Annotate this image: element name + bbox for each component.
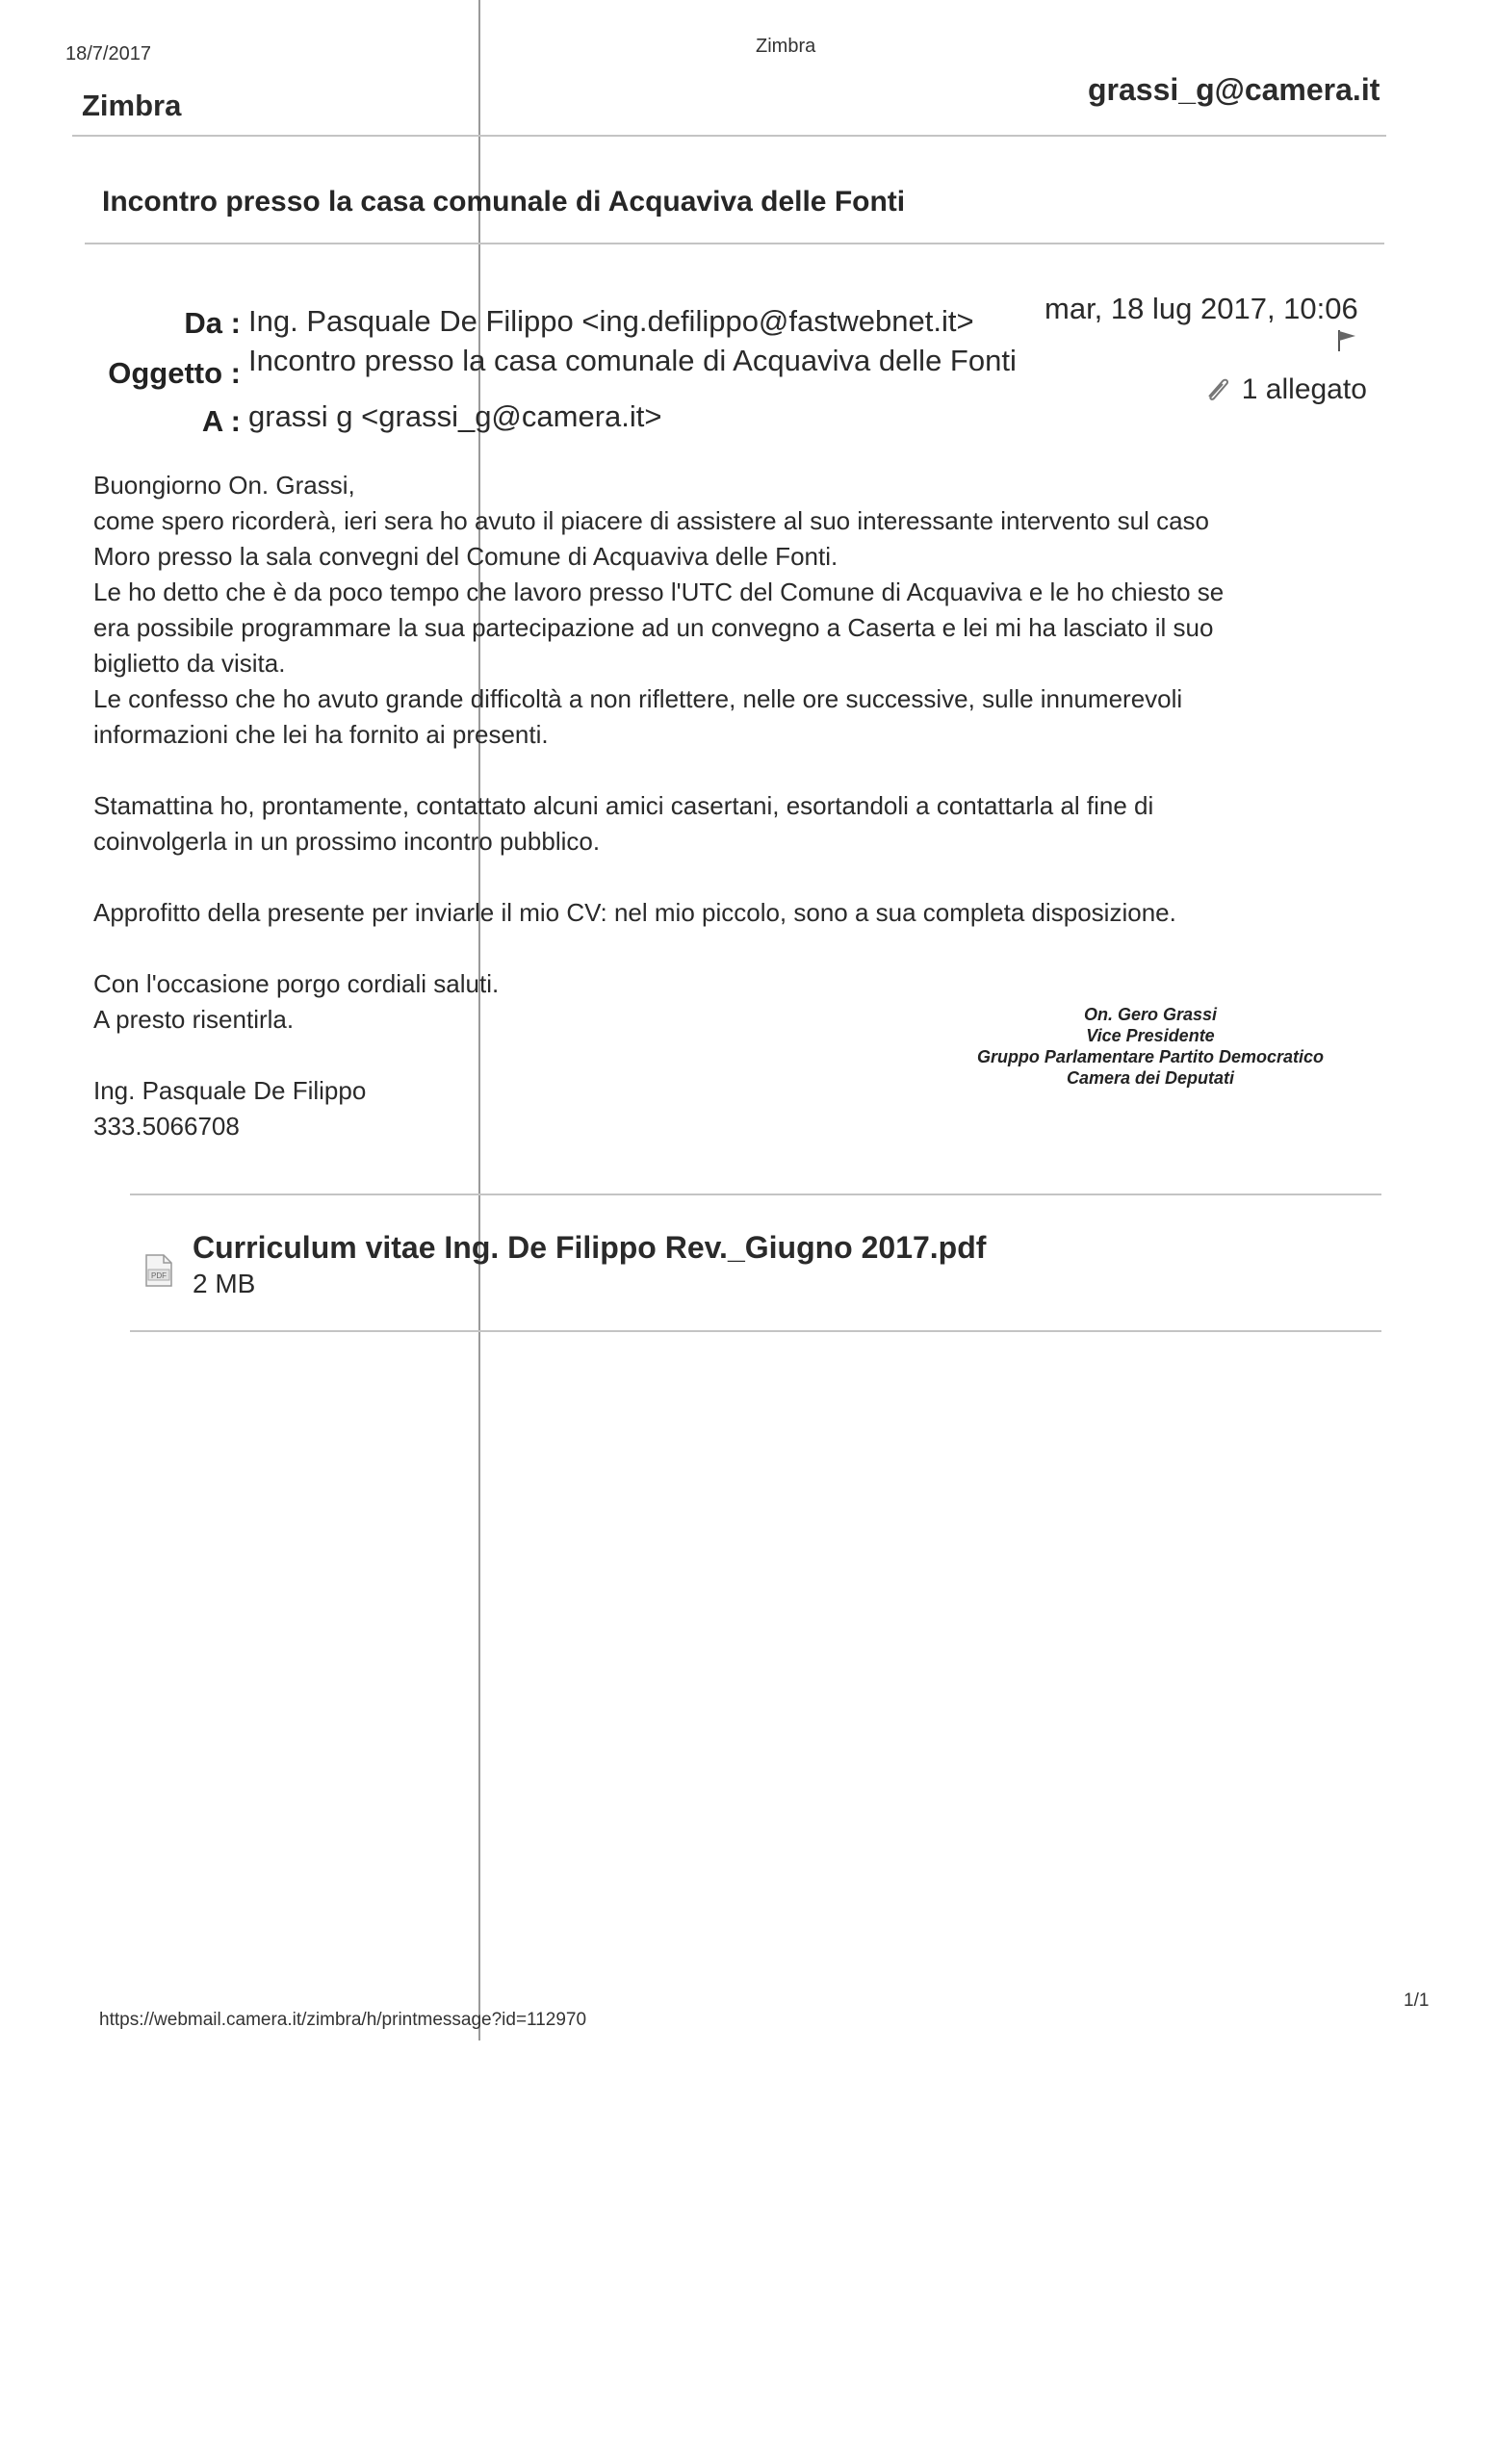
divider xyxy=(85,243,1384,244)
body-line: Moro presso la sala convegni del Comune di Acquaviva delle Fonti. xyxy=(93,542,838,571)
body-line: Stamattina ho, prontamente, contattato alcuni amici casertani, esortandoli a contattarla al fine di xyxy=(93,791,1154,820)
body-line: Le confesso che ho avuto grande difficoltà a non riflettere, nelle ore successive, sulle innumerevoli xyxy=(93,684,1183,713)
body-line: A presto risentirla. xyxy=(93,1005,295,1034)
from-value: Ing. Pasquale De Filippo <ing.defilippo@fastwebnet.it> xyxy=(248,304,974,338)
message-date: mar, 18 lug 2017, 10:06 xyxy=(1045,292,1358,325)
pdf-icon-label: PDF xyxy=(151,1271,167,1280)
pdf-file-icon xyxy=(144,1253,173,1288)
print-title: Zimbra xyxy=(756,36,816,57)
page-number: 1/1 xyxy=(1404,1990,1430,2011)
print-date: 18/7/2017 xyxy=(65,43,151,64)
stamp-line: Vice Presidente xyxy=(1086,1026,1215,1045)
body-line: Ing. Pasquale De Filippo xyxy=(93,1076,367,1105)
attachment-name-link[interactable]: Curriculum vitae Ing. De Filippo Rev._Giugno 2017.pdf xyxy=(193,1230,987,1265)
from-label: Da : xyxy=(184,306,241,340)
official-stamp xyxy=(948,1004,1353,1089)
app-name: Zimbra xyxy=(82,89,182,122)
body-line: era possibile programmare la sua partecipazione ad un convegno a Caserta e lei mi ha lasciato il suo xyxy=(93,613,1214,642)
body-line: biglietto da visita. xyxy=(93,649,286,678)
attachment-count[interactable] xyxy=(1203,373,1367,406)
message-title: Incontro presso la casa comunale di Acquaviva delle Fonti xyxy=(102,186,906,218)
divider xyxy=(72,135,1386,137)
print-url: https://webmail.camera.it/zimbra/h/printmessage?id=112970 xyxy=(99,2010,587,2030)
stamp-line: On. Gero Grassi xyxy=(1083,1005,1218,1024)
subject-value: Incontro presso la casa comunale di Acquaviva delle Fonti xyxy=(248,344,1017,377)
body-line: coinvolgerla in un prossimo incontro pubblico. xyxy=(93,827,601,856)
body-line: Approfitto della presente per inviarle il mio CV: nel mio piccolo, sono a sua completa disposizione. xyxy=(93,898,1176,927)
divider xyxy=(130,1330,1381,1332)
flag-icon[interactable] xyxy=(1336,329,1357,357)
body-line: come spero ricorderà, ieri sera ho avuto il piacere di assistere al suo interessante intervento sul caso xyxy=(93,506,1210,535)
to-label: A : xyxy=(201,404,241,438)
body-line: Con l'occasione porgo cordiali saluti. xyxy=(93,969,500,998)
attachment-count-label: 1 allegato xyxy=(1241,373,1367,405)
body-line: 333.5066708 xyxy=(93,1112,240,1141)
account-address: grassi_g@camera.it xyxy=(1088,72,1380,107)
body-line: Buongiorno On. Grassi, xyxy=(93,471,355,500)
stamp-line: Camera dei Deputati xyxy=(1066,1068,1235,1088)
divider xyxy=(130,1194,1381,1195)
stamp-line: Gruppo Parlamentare Partito Democratico xyxy=(976,1047,1325,1066)
subject-label: Oggetto : xyxy=(108,356,241,390)
to-value: grassi g <grassi_g@camera.it> xyxy=(248,399,662,433)
body-line: Le ho detto che è da poco tempo che lavoro presso l'UTC del Comune di Acquaviva e le ho chiesto se xyxy=(93,578,1225,606)
paperclip-icon xyxy=(1203,374,1240,404)
attachment-size: 2 MB xyxy=(193,1269,256,1298)
body-line: informazioni che lei ha fornito ai presenti. xyxy=(93,720,549,749)
